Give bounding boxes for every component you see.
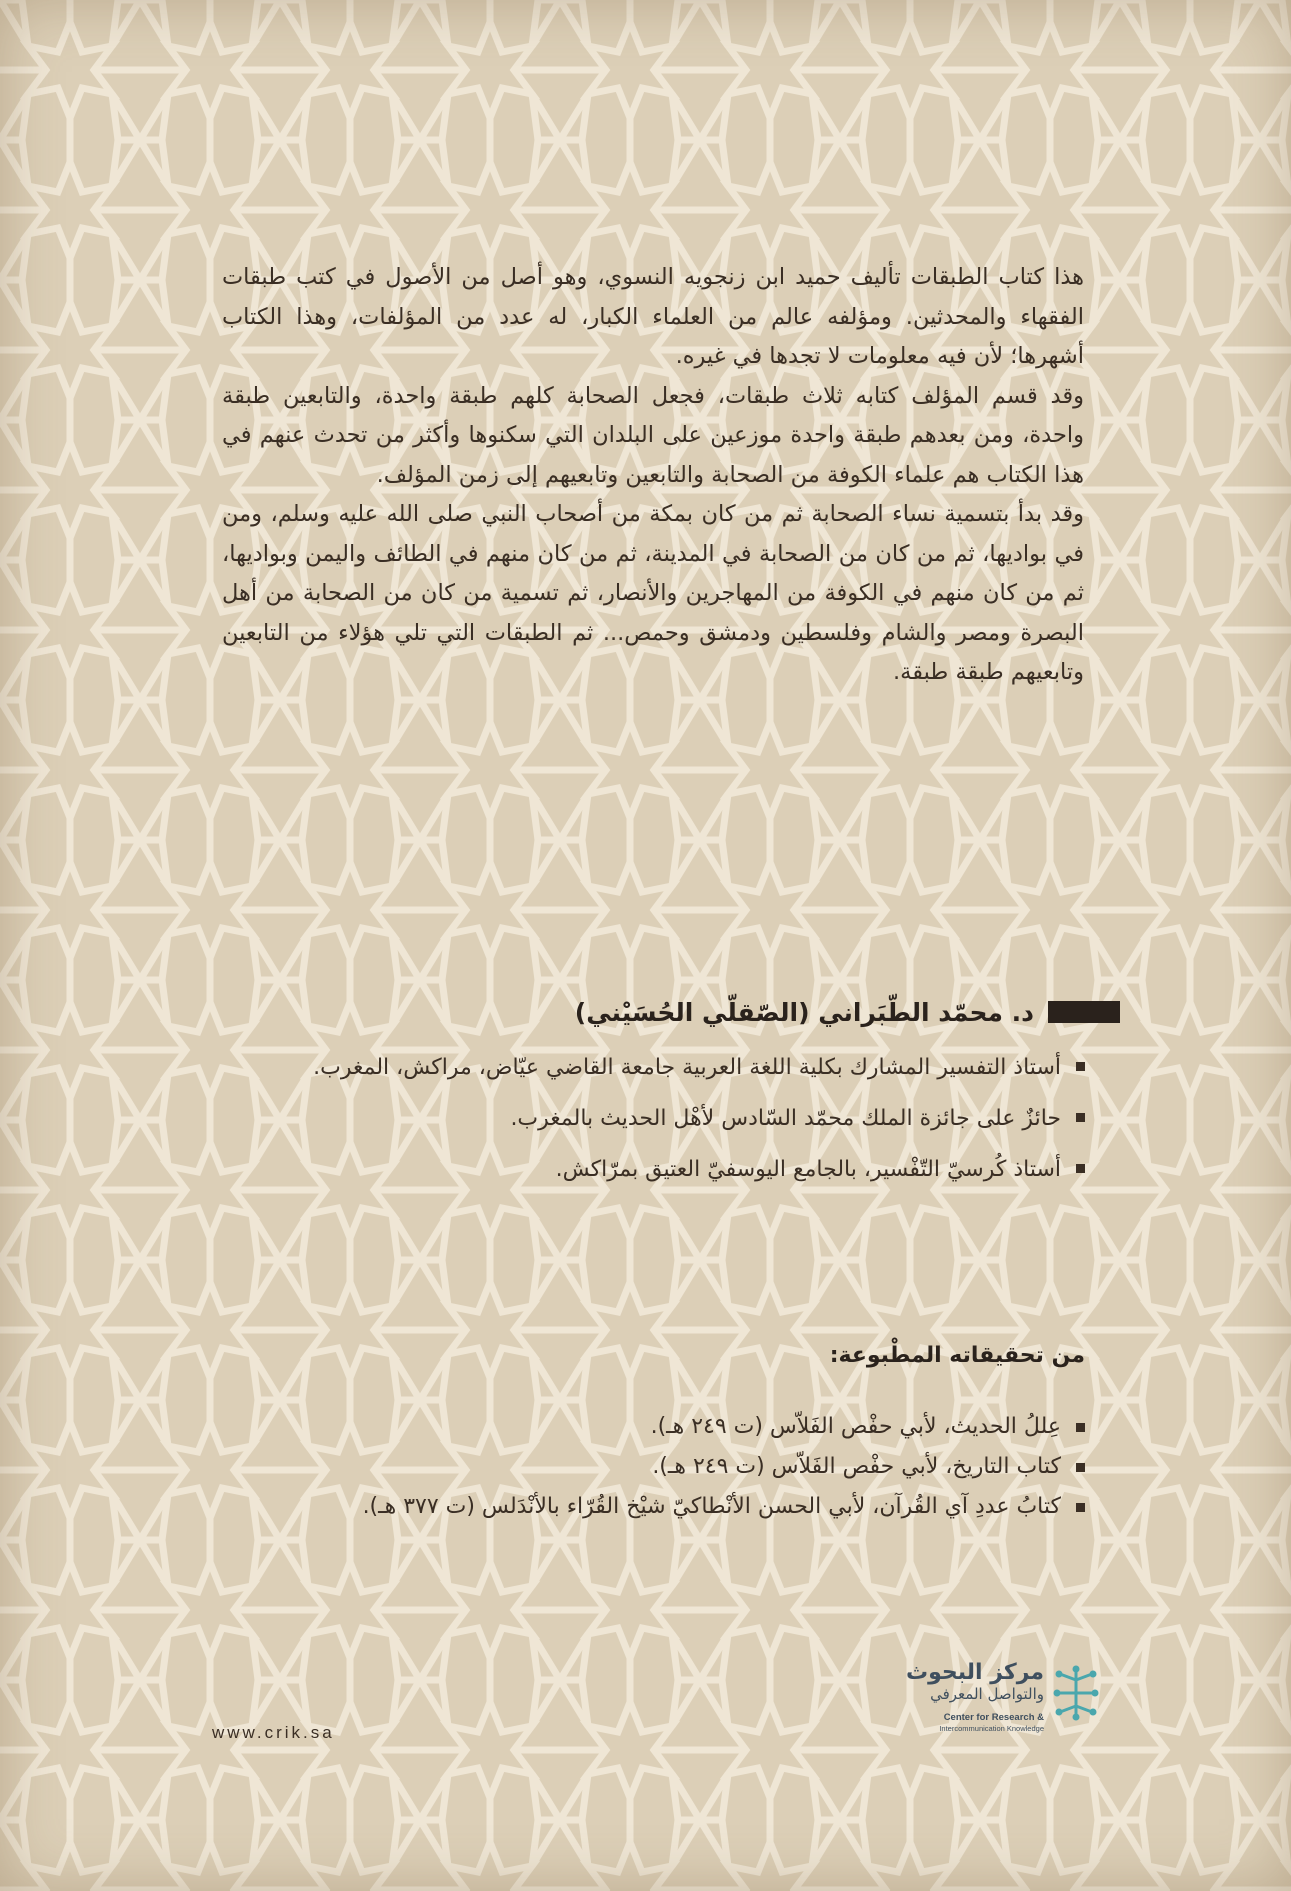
description-paragraph: هذا كتاب الطبقات تأليف حميد ابن زنجويه النسوي، وهو أصل من الأصول في كتب طبقات الفقهاء والمحدثين. ومؤلفه عالم من العلماء الكبار، له عدد من المؤلفات، وهذا الكتاب أشهرها؛ لأن فيه معلومات لا تجدها في غيره. [222,264,1084,369]
bullet-square-icon [1076,1113,1085,1122]
bullet-square-icon [1076,1503,1085,1512]
bio-item: أستاذ التفسير المشارك بكلية اللغة العربية جامعة القاضي عيّاض، مراكش، المغرب. [240,1047,1085,1088]
publisher-logo [866,1660,1102,1740]
work-item: كتابُ عددِ آي القُرآن، لأبي الحسن الأنْطاكيّ شيْخ القُرّاء بالأنْدَلس (ت ٣٧٧ هـ). [240,1488,1085,1526]
author-name: د. محمّد الطّبَراني (الصّقلّي الحُسَيْني) [574,997,1034,1027]
works-heading: من تحقيقاته المطْبوعة: [829,1343,1085,1368]
bullet-square-icon [1076,1062,1085,1071]
publisher-name-en-line1: Center for Research & [943,1712,1044,1723]
publisher-name-ar-line2: والتواصل المعرفي [930,1685,1044,1703]
author-bio-list [240,1047,1085,1200]
description-paragraph: وقد قسم المؤلف كتابه ثلاث طبقات، فجعل الصحابة كلهم طبقة واحدة، والتابعين طبقة واحدة، ومن بعدهم طبقة واحدة موزعين على البلدان التي سكنوها وأكثر من تحدث عنهم في هذا الكتاب هم علماء الكوفة من الصحابة والتابعين وتابعيهم إلى زمن المؤلف. [222,382,1084,488]
publisher-name-en-line2: Intercommunication Knowledge [939,1724,1044,1733]
bio-item: أستاذ كُرسيّ التّفْسير، بالجامع اليوسفيّ العتيق بمرّاكش. [240,1149,1085,1190]
work-item: كتاب التاريخ، لأبي حفْص الفَلاّس (ت ٢٤٩ هـ). [240,1448,1085,1486]
bullet-square-icon [1076,1164,1085,1173]
author-marker-bar [1048,1001,1120,1023]
bullet-square-icon [1076,1423,1085,1432]
description-paragraph: وقد بدأ بتسمية نساء الصحابة ثم من كان بمكة من أصحاب النبي صلى الله عليه وسلم، ومن في بواديها، ثم من كان من الصحابة في المدينة، ثم من كان منهم في الطائف واليمن وبواديها، ثم من كان منهم في الكوفة من المهاجرين والأنصار، ثم تسمية من كان من الصحابة من أهل البصرة ومصر والشام وفلسطين ودمشق وحمص... ثم الطبقات التي تلي هؤلاء من التابعين وتابعيهم طبقة طبقة. [222,501,1084,685]
works-list [240,1408,1085,1528]
website-url: www.crik.sa [212,1723,335,1742]
network-tree-icon [1050,1664,1102,1722]
work-item: عِللُ الحديث، لأبي حفْص الفَلاّس (ت ٢٤٩ هـ). [240,1408,1085,1446]
author-header [470,990,1120,1034]
publisher-name-ar-line1: مركز البحوث [906,1660,1044,1685]
bullet-square-icon [1076,1463,1085,1472]
book-description [222,258,1084,693]
bio-item: حائزٌ على جائزة الملك محمّد السّادس لأهْل الحديث بالمغرب. [240,1098,1085,1139]
